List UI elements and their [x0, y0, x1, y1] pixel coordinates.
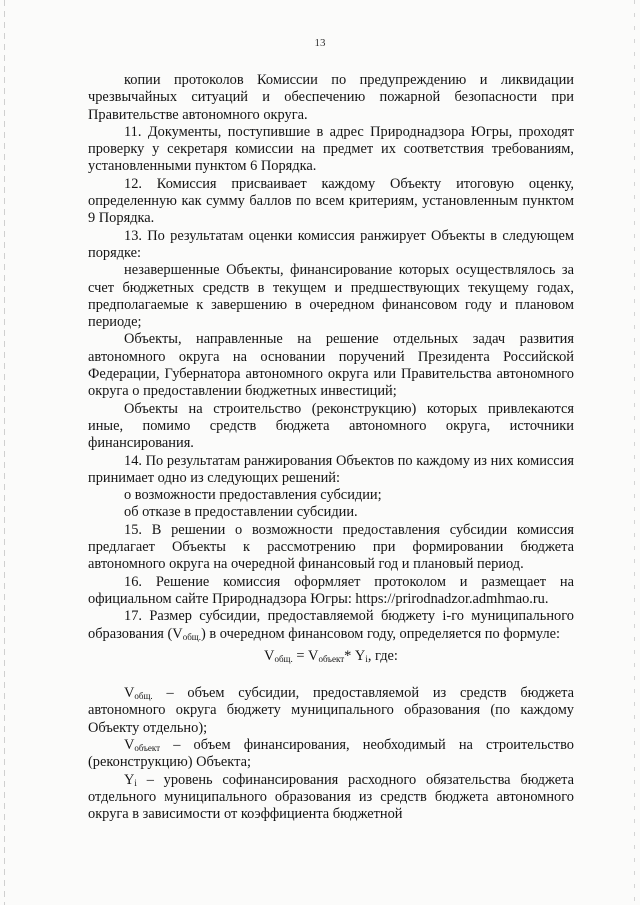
- definition-v-total-text: – объем субсидии, предоставляемой из средств бюджета автономного округа бюджету муниципального образования (по каждому Объекту отдельно);: [88, 685, 574, 736]
- definition-v-object-symbol: V: [124, 736, 135, 753]
- definition-y-i-sub: i: [134, 777, 137, 788]
- paragraph-item-14: 14. По результатам ранжирования Объектов по каждому из них комиссия принимает одно из следующих решений:: [88, 452, 574, 486]
- paragraph-decision-2: об отказе в предоставлении субсидии.: [124, 504, 358, 521]
- paragraph-ranking-2: Объекты, направленные на решение отдельных задач развития автономного округа на основании поручений Президента Российской Федерации, Губернатора автономного округа или Правительства автономного округа о предоставлении бюджетных инвестиций;: [88, 331, 574, 400]
- definition-y-i: [88, 772, 574, 824]
- definition-v-total-symbol: V: [124, 685, 135, 702]
- definition-y-i-text: – уровень софинансирования расходного обязательства бюджета отдельного муниципального образования из средств бюджета автономного округа в зависимости от коэффициента бюджетной: [88, 771, 574, 823]
- paragraph-ranking-3: Объекты на строительство (реконструкцию) которых привлекаются иные, помимо средств бюджета автономного округа, источники финансирования.: [88, 400, 574, 452]
- definition-v-object: [88, 737, 574, 772]
- formula-tail: , где:: [367, 647, 398, 664]
- paragraph-item-13: 13. По результатам оценки комиссия ранжирует Объекты в следующем порядке:: [88, 227, 574, 261]
- paragraph-ranking-1: незавершенные Объекты, финансирование которых осуществлялось за счет бюджетных средств в текущем и предшествующих текущему годах, предполагаемые к завершению в очередном финансовом году и плановом периоде;: [88, 262, 574, 331]
- definition-v-total: [88, 685, 574, 737]
- formula-v: V: [264, 647, 275, 664]
- paragraph-item-17-text-a: 17. Размер субсидии, предоставляемой бюджету i-го муниципального образования (V: [88, 608, 574, 642]
- definition-v-object-text: – объем финансирования, необходимый на строительство (реконструкцию) Объекта;: [88, 736, 574, 771]
- paragraph-item-17-text-b: ) в очередном финансовом году, определяется по формуле:: [200, 625, 561, 642]
- page-number: 13: [314, 37, 326, 49]
- paragraph-item-12: 12. Комиссия присваивает каждому Объекту итоговую оценку, определенную как сумму баллов по всем критериям, установленным пунктом 9 Порядка.: [88, 175, 574, 227]
- scan-edge-left: [4, 0, 5, 905]
- paragraph-decision-1: о возможности предоставления субсидии;: [124, 487, 382, 504]
- document-body: [88, 72, 574, 823]
- definition-y-i-symbol: Y: [124, 771, 135, 788]
- scan-edge-right: [634, 0, 635, 905]
- paragraph-item-16: 16. Решение комиссия оформляет протоколом и размещает на официальном сайте Природнадзора Югры: https://prirodnadzor.admhmao.ru.: [88, 573, 574, 607]
- paragraph-item-11: 11. Документы, поступившие в адрес Природнадзора Югры, проходят проверку у секретаря комиссии на предмет их соответствия требованиям, установленными пунктом 6 Порядка.: [88, 123, 574, 175]
- paragraph-1: копии протоколов Комиссии по предупреждению и ликвидации чрезвычайных ситуаций и обеспечению пожарной безопасности при Правительстве автономного округа.: [88, 72, 574, 123]
- formula-eq: = V: [292, 647, 319, 664]
- paragraph-item-15: 15. В решении о возможности предоставления субсидии комиссия предлагает Объекты к рассмотрению при формировании бюджета автономного округа на очередной финансовый год и плановый период.: [88, 521, 574, 573]
- paragraph-item-17-subscript: общ.: [182, 631, 201, 642]
- definition-v-object-sub: объект: [134, 742, 161, 753]
- formula: [88, 648, 574, 665]
- definition-v-total-sub: общ.: [134, 691, 153, 702]
- paragraph-item-17: [88, 608, 574, 643]
- formula-sub-total: общ.: [274, 653, 293, 664]
- formula-mult: * Y: [344, 647, 366, 664]
- formula-sub-object: объект: [318, 653, 345, 664]
- formula-sub-i: i: [365, 653, 368, 664]
